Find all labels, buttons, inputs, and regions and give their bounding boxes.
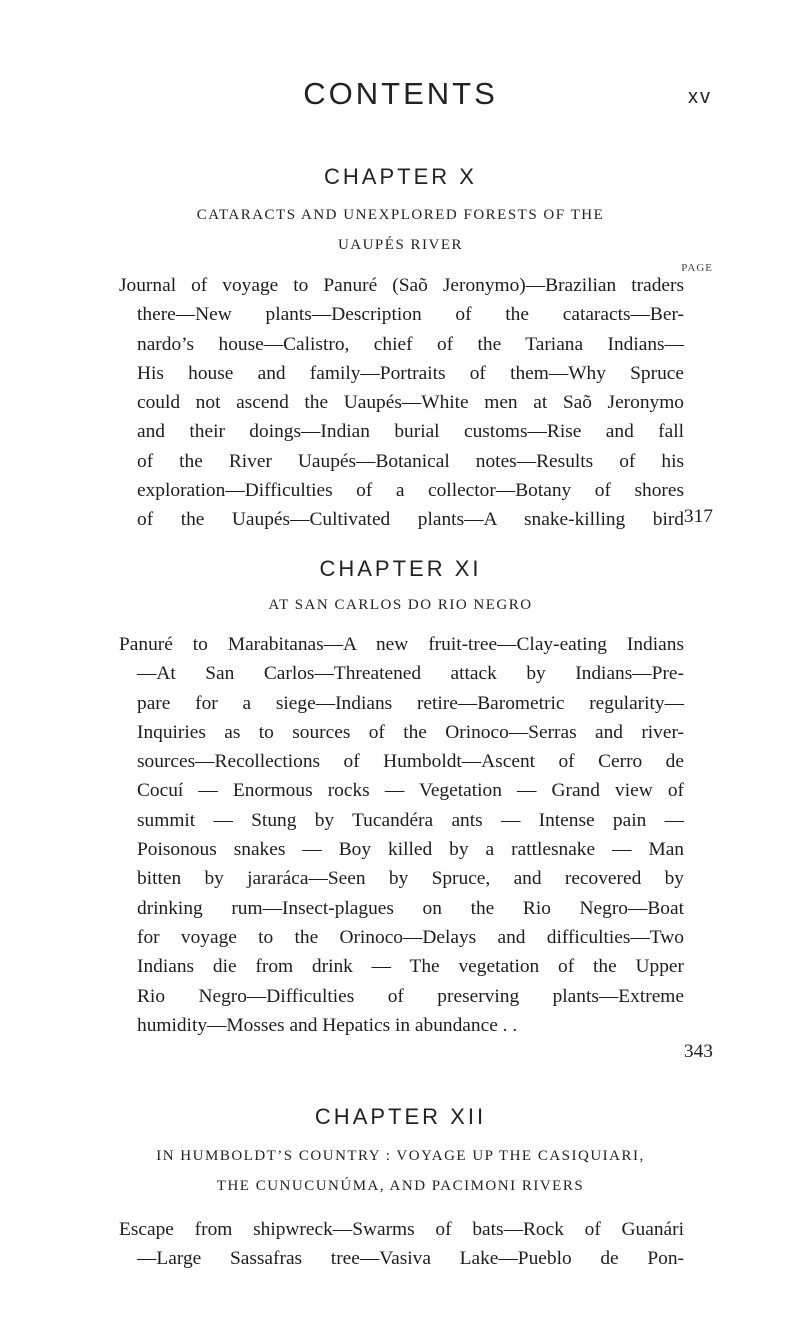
page-column-label: PAGE (681, 262, 713, 274)
chapter-heading: CHAPTER X (324, 164, 477, 189)
summary-line: Cocuí — Enormous rocks — Vegetation — Grand view of (137, 780, 684, 802)
chapter-xi (0, 556, 801, 582)
chapter-summary (119, 271, 684, 535)
chapter-xii-subtitle (0, 1141, 801, 1201)
summary-line: of the Uaupés—Cultivated plants—A snake-killing bird (137, 509, 684, 531)
summary-line: nardo’s house—Calistro, chief of the Tariana Indians— (137, 333, 684, 355)
summary-line: Inquiries as to sources of the Orinoco—Serras and river- (137, 721, 684, 743)
chapter-heading: CHAPTER XII (314, 1104, 487, 1129)
running-head (0, 76, 801, 116)
chapter-xii (0, 1104, 801, 1130)
summary-line: summit — Stung by Tucandéra ants — Intense pain — (137, 809, 684, 831)
chapter-x-subtitle (0, 200, 801, 260)
summary-line: for voyage to the Orinoco—Delays and difficulties—Two (137, 926, 684, 948)
page-number: xv (688, 86, 712, 108)
chapter-subtitle-line: THE CUNUCUNÚMA, AND PACIMONI RIVERS (216, 1178, 585, 1194)
chapter-subtitle-line: IN HUMBOLDT’S COUNTRY : VOYAGE UP THE CASIQUIARI, (156, 1148, 645, 1164)
chapter-subtitle-line: CATARACTS AND UNEXPLORED FORESTS OF THE (196, 207, 605, 223)
chapter-summary (119, 630, 684, 1040)
summary-line: —At San Carlos—Threatened attack by Indians—Pre- (137, 663, 684, 685)
summary-line: Indians die from drink — The vegetation of the Upper (137, 956, 684, 978)
summary-line: there—New plants—Description of the cataracts—Ber- (137, 304, 684, 326)
summary-line: of the River Uaupés—Botanical notes—Results of his (137, 450, 684, 472)
chapter-subtitle-line: AT SAN CARLOS DO RIO NEGRO (268, 597, 533, 613)
summary-line: Journal of voyage to Panuré (Saõ Jeronymo)—Brazilian traders (119, 275, 684, 296)
summary-line: sources—Recollections of Humboldt—Ascent of Cerro de (137, 751, 684, 773)
summary-line: drinking rum—Insect-plagues on the Rio Negro—Boat (137, 897, 684, 919)
chapter-summary (119, 1215, 684, 1274)
summary-line: Escape from shipwreck—Swarms of bats—Rock of Guanári (119, 1219, 684, 1240)
chapter-x (0, 164, 801, 190)
summary-line: —Large Sassafras tree—Vasiva Lake—Pueblo de Pon- (137, 1248, 684, 1270)
chapter-heading: CHAPTER XI (319, 556, 482, 581)
summary-line: humidity—Mosses and Hepatics in abundance . . (137, 1014, 518, 1036)
summary-line: His house and family—Portraits of them—Why Spruce (137, 362, 684, 384)
chapter-page-ref: 317 (683, 506, 713, 527)
summary-line: and their doings—Indian burial customs—Rise and fall (137, 421, 684, 443)
summary-line: Panuré to Marabitanas—A new fruit-tree—Clay-eating Indians (119, 634, 684, 655)
chapter-subtitle-line: UAUPÉS RIVER (337, 237, 464, 253)
chapter-page-ref: 343 (683, 1041, 713, 1062)
running-title: CONTENTS (303, 76, 498, 111)
summary-line: bitten by jararáca—Seen by Spruce, and recovered by (137, 868, 684, 890)
summary-line: Rio Negro—Difficulties of preserving plants—Extreme (137, 985, 684, 1007)
chapter-xi-subtitle (0, 590, 801, 620)
summary-line: exploration—Difficulties of a collector—Botany of shores (137, 480, 684, 502)
summary-line: could not ascend the Uaupés—White men at Saõ Jeronymo (137, 392, 684, 414)
summary-line: pare for a siege—Indians retire—Barometric regularity— (137, 692, 684, 714)
summary-line: Poisonous snakes — Boy killed by a rattlesnake — Man (137, 839, 684, 861)
